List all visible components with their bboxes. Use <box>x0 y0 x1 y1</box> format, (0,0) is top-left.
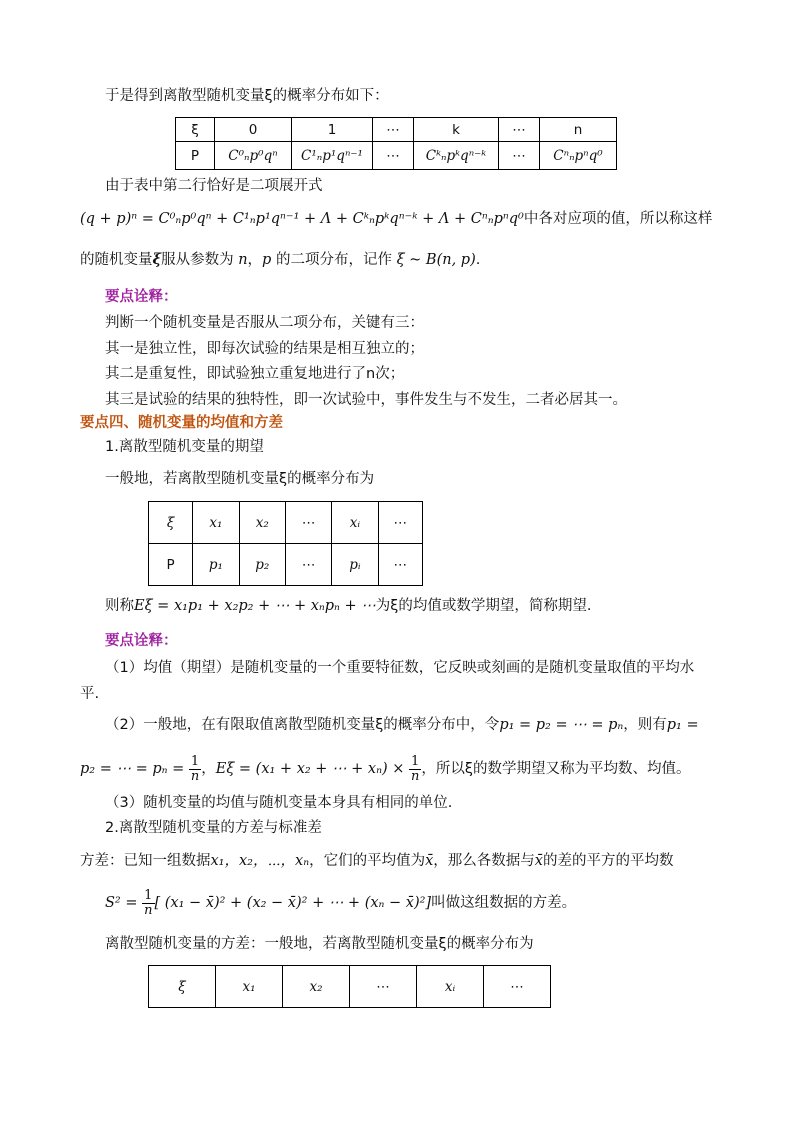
table-cell: ξ <box>149 966 216 1008</box>
fraction-denominator: n <box>190 768 200 784</box>
definition-text: 服从参数为 <box>161 252 234 268</box>
mean-symbol: x̄ <box>425 853 434 869</box>
table-row <box>176 142 617 170</box>
table-cell: k <box>414 118 499 142</box>
note-1-line-a: （1）均值（期望）是随机变量的一个重要特征数，它反映或刻画的是随机变量取值的平均水 <box>105 660 695 676</box>
general-line: 一般地，若离散型随机变量ξ的概率分布为 <box>105 471 375 487</box>
table-cell: ⋯ <box>499 118 540 142</box>
table-cell: ⋯ <box>484 966 551 1008</box>
fraction <box>409 755 421 784</box>
expectation-formula: Eξ = x₁p₁ + x₂p₂ + ⋯ + xₙpₙ + ⋯ <box>134 598 376 614</box>
note-text: （2）一般地，在有限取值离散型随机变量ξ的概率分布中，令 <box>105 717 500 733</box>
table-cell: 1 <box>292 118 373 142</box>
xi-symbol: ξ <box>152 251 162 268</box>
key-notes-heading: 要点诠释： <box>105 633 178 649</box>
expansion-formula: (q + p)ⁿ = C⁰ₙp⁰qⁿ + C¹ₙp¹qⁿ⁻¹ + Λ + Cᵏₙpᵏqⁿ⁻ᵏ + Λ + Cⁿₙpⁿq⁰ <box>80 211 524 227</box>
expectation-definition <box>105 596 592 616</box>
fraction-denominator: n <box>144 902 153 918</box>
note-2-line-a <box>105 715 699 735</box>
definition-text: 的随机变量 <box>80 252 153 268</box>
table-cell: P <box>176 142 215 170</box>
expansion-tail: 中各对应项的值，所以称这样 <box>523 211 713 227</box>
table-cell: ⋯ <box>350 966 417 1008</box>
table-row <box>149 966 551 1008</box>
variance-text: 方差：已知一组数据 <box>80 853 211 869</box>
mean-symbol: x̄ <box>534 853 543 869</box>
table-cell: x₁ <box>216 966 283 1008</box>
variance-text: ，它们的平均值为 <box>309 853 426 869</box>
table-cell: x₂ <box>283 966 350 1008</box>
table-cell: ⋯ <box>285 502 331 544</box>
fraction-denominator: n <box>411 768 420 784</box>
separator: ， <box>247 252 263 268</box>
note-1-line-b: 平. <box>80 686 100 702</box>
expansion-intro: 由于表中第二行恰好是二项展开式 <box>105 178 323 194</box>
table-cell: xᵢ <box>417 966 484 1008</box>
table-cell: p₂ <box>239 544 285 586</box>
fraction-numerator: 1 <box>409 755 421 770</box>
table-row <box>176 118 617 142</box>
key-notes-heading: 要点诠释： <box>105 289 178 305</box>
table-cell: ⋯ <box>373 142 414 170</box>
table-cell: ξ <box>176 118 215 142</box>
table-cell: 0 <box>215 118 292 142</box>
variance-formula-rhs: [ (x₁ − x̄)² + (x₂ − x̄)² + ⋯ + (xₙ − x̄)²] <box>154 895 432 911</box>
note-2-line-b <box>80 752 690 786</box>
section-title: 要点四、随机变量的均值和方差 <box>80 415 283 431</box>
table-cell: x₁ <box>193 502 239 544</box>
table-cell: ⋯ <box>373 118 414 142</box>
variance-formula-line <box>105 886 576 920</box>
variance-intro <box>80 851 673 871</box>
table-cell: n <box>540 118 617 142</box>
table-cell: xᵢ <box>332 502 378 544</box>
variance-text: ，那么各数据与 <box>433 853 535 869</box>
intro-line: 于是得到离散型随机变量ξ的概率分布如下： <box>105 88 389 104</box>
variance-formula-lhs: S² = <box>105 895 138 911</box>
table-cell: p₁ <box>193 544 239 586</box>
expansion-line <box>80 209 712 229</box>
table-row <box>149 502 423 544</box>
binomial-distribution-table <box>175 117 617 170</box>
table-cell: C¹ₙp¹qⁿ⁻¹ <box>292 142 373 170</box>
table-cell: ⋯ <box>285 544 331 586</box>
table-cell: ξ <box>149 502 193 544</box>
note-3: （3）随机变量的均值与随机变量本身具有相同的单位. <box>105 795 453 811</box>
equal-probability-formula: p₂ = ⋯ = pₙ = <box>80 761 185 777</box>
mean-formula: Eξ = (x₁ + x₂ + ⋯ + xₙ) × <box>215 761 405 777</box>
fraction <box>189 755 201 784</box>
subsection-title-variance: 2.离散型随机变量的方差与标准差 <box>105 820 322 836</box>
subsection-title-expectation: 1.离散型随机变量的期望 <box>105 439 264 455</box>
judge-line: 判断一个随机变量是否服从二项分布，关键有三： <box>105 315 424 331</box>
param-p: p <box>262 252 272 268</box>
equal-probability-formula: p₁ = p₂ = ⋯ = pₙ <box>499 717 624 733</box>
expectation-distribution-table <box>148 501 423 586</box>
definition-text: . <box>475 252 481 268</box>
fraction-numerator: 1 <box>189 755 201 770</box>
judge-item-3: 其三是试验的结果的独特性，即一次试验中，事件发生与不发生，二者必居其一。 <box>105 392 627 408</box>
table-row <box>149 544 423 586</box>
table-cell: Cᵏₙpᵏqⁿ⁻ᵏ <box>414 142 499 170</box>
table-cell: x₂ <box>239 502 285 544</box>
fraction-numerator: 1 <box>142 889 154 904</box>
variance-distribution-table <box>148 965 551 1008</box>
param-n: n <box>238 252 248 268</box>
note-text: ，则有 <box>623 717 667 733</box>
definition-text: 为ξ的均值或数学期望，简称期望. <box>375 598 592 614</box>
table-cell: Cⁿₙpⁿq⁰ <box>540 142 617 170</box>
discrete-variance-line: 离散型随机变量的方差：一般地，若离散型随机变量ξ的概率分布为 <box>105 936 534 952</box>
data-list: x₁，x₂，⋯，xₙ <box>210 853 310 869</box>
judge-item-2: 其二是重复性，即试验独立重复地进行了n次； <box>105 366 405 382</box>
table-cell: ⋯ <box>378 502 422 544</box>
definition-text: 则称 <box>105 598 134 614</box>
definition-text: 的二项分布，记作 <box>275 252 392 268</box>
table-cell: ⋯ <box>499 142 540 170</box>
variance-text: 的差的平方的平均数 <box>542 853 674 869</box>
binomial-notation: ξ ~ B(n, p) <box>396 252 476 268</box>
binomial-definition <box>80 250 480 270</box>
note-text: ，所以ξ的数学期望又称为平均数、均值。 <box>421 761 691 777</box>
separator: ， <box>201 761 216 777</box>
equal-probability-formula: p₁ = <box>666 717 699 733</box>
table-cell: pᵢ <box>332 544 378 586</box>
fraction <box>142 889 154 918</box>
judge-item-1: 其一是独立性，即每次试验的结果是相互独立的； <box>105 341 424 357</box>
table-cell: ⋯ <box>378 544 422 586</box>
table-cell: P <box>149 544 193 586</box>
variance-text: 叫做这组数据的方差。 <box>431 895 577 911</box>
table-cell: C⁰ₙp⁰qⁿ <box>215 142 292 170</box>
